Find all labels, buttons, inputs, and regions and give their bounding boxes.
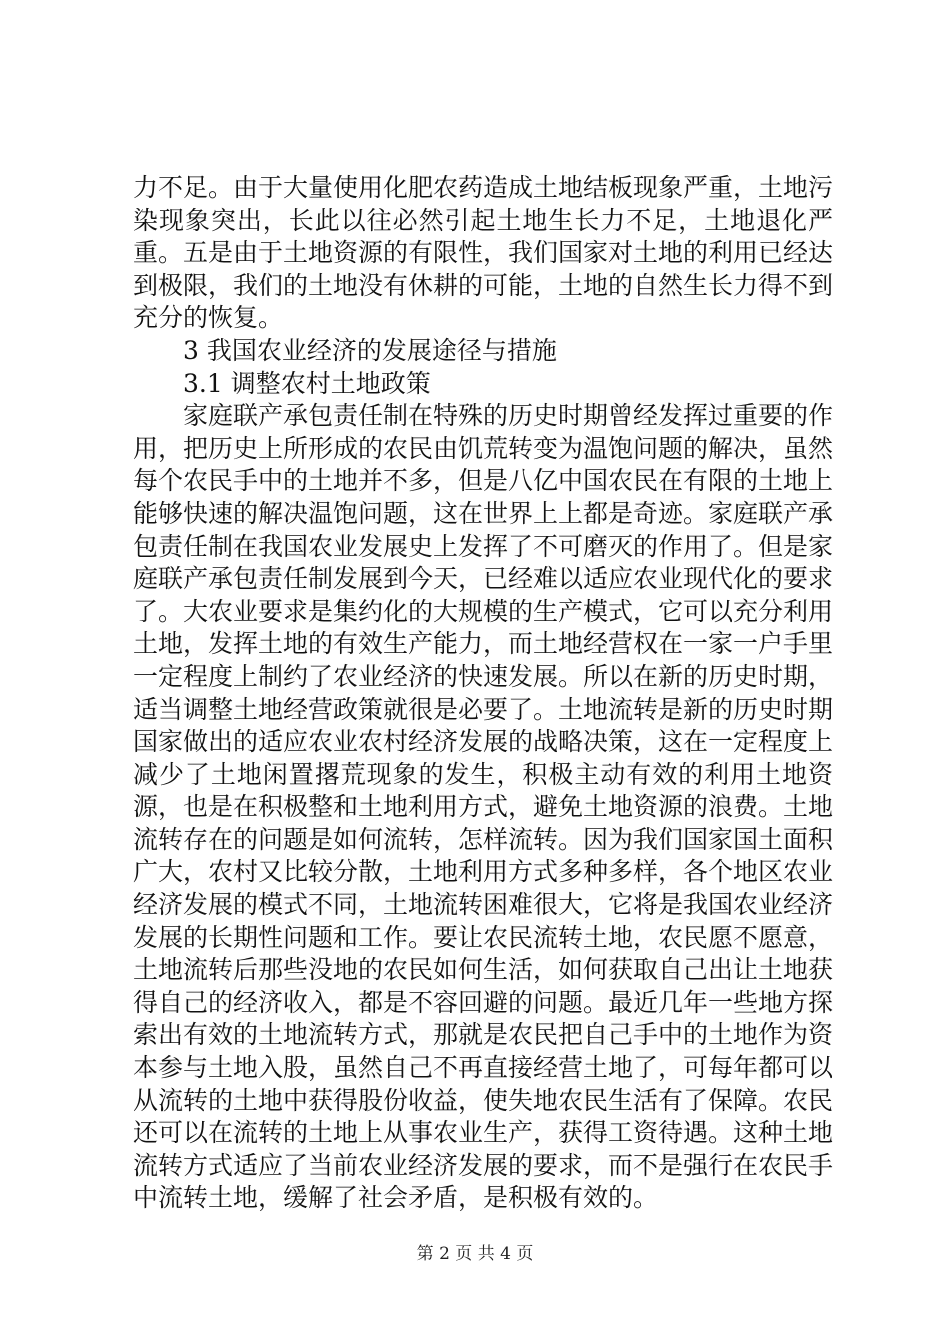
document-body <box>133 172 833 1215</box>
paragraph-continuation: 力不足。由于大量使用化肥农药造成土地结板现象严重，土地污染现象突出，长此以往必然引起土地生长力不足，土地退化严重。五是由于土地资源的有限性，我们国家对土地的利用已经达到极限，我们的土地没有休耕的可能，土地的自然生长力得不到充分的恢复。 <box>133 173 834 333</box>
subsection-heading: 3.1 调整农村土地政策 <box>183 368 431 398</box>
section-heading: 3 我国农业经济的发展途径与措施 <box>183 335 557 365</box>
page-footer: 第 2 页 共 4 页 <box>416 1244 534 1264</box>
paragraph-main: 家庭联产承包责任制在特殊的历史时期曾经发挥过重要的作用，把历史上所形成的农民由饥荒转变为温饱问题的解决，虽然每个农民手中的土地并不多，但是八亿中国农民在有限的土地上能够快速的解决温饱问题，这在世界上上都是奇迹。家庭联产承包责任制在我国农业发展史上发挥了不可磨灭的作用了。但是家庭联产承包责任制发展到今天，已经难以适应农业现代化的要求了。大农业要求是集约化的大规模的生产模式，它可以充分利用土地，发挥土地的有效生产能力，而土地经营权在一家一户手里一定程度上制约了农业经济的快速发展。所以在新的历史时期，适当调整土地经营政策就很是必要了。土地流转是新的历史时期国家做出的适应农业农村经济发展的战略决策，这在一定程度上减少了土地闲置撂荒现象的发生，积极主动有效的利用土地资源，也是在积极整和土地利用方式，避免土地资源的浪费。土地流转存在的问题是如何流转，怎样流转。因为我们国家国土面积广大，农村又比较分散，土地利用方式多种多样，各个地区农业经济发展的模式不同，土地流转困难很大，它将是我国农业经济发展的长期性问题和工作。要让农民流转土地，农民愿不愿意，土地流转后那些没地的农民如何生活，如何获取自己出让土地获得自己的经济收入，都是不容回避的问题。最近几年一些地方探索出有效的土地流转方式，那就是农民把自己手中的土地作为资本参与土地入股，虽然自己不再直接经营土地了，可每年都可以从流转的土地中获得股份收益，使失地农民生活有了保障。农民还可以在流转的土地上从事农业生产，获得工资待遇。这种土地流转方式适应了当前农业经济发展的要求，而不是强行在农民手中流转土地，缓解了社会矛盾，是积极有效的。 <box>133 401 834 1213</box>
